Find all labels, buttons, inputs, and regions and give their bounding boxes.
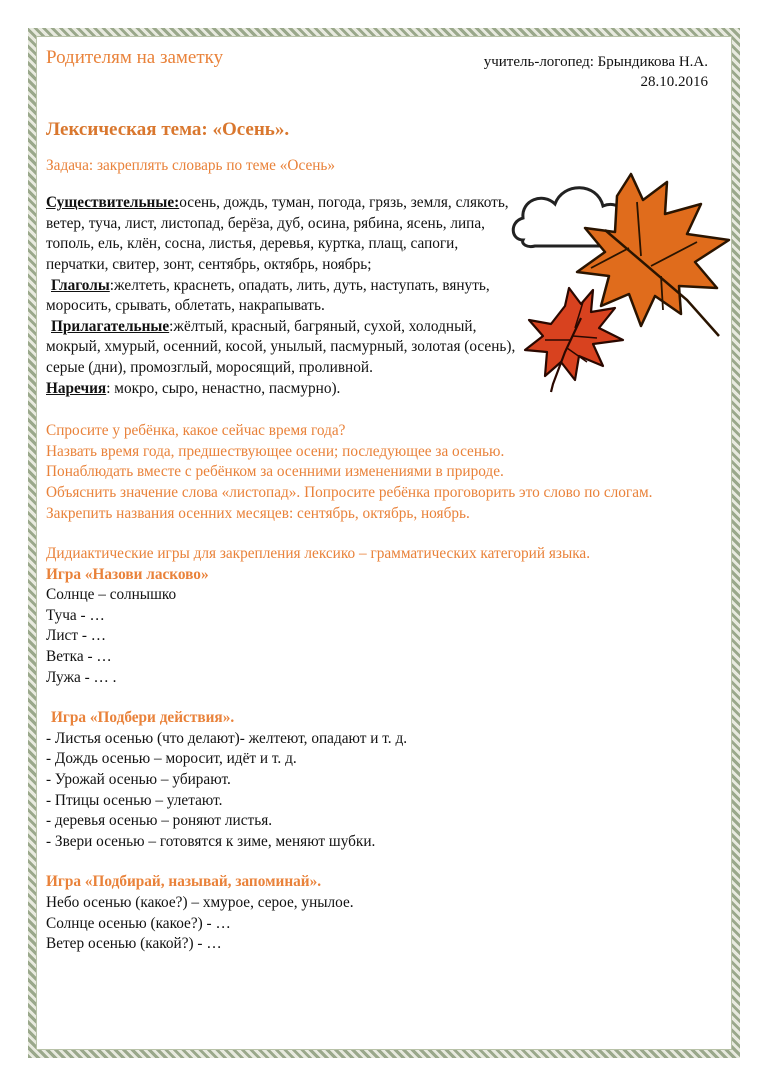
tip-line: Понаблюдать вместе с ребёнком за осенними изменениями в природе. bbox=[46, 463, 504, 481]
game-3-line: Солнце осенью (какое?) - … bbox=[46, 914, 231, 932]
game-1-line: Лужа - … . bbox=[46, 668, 117, 686]
game-2-line: - деревья осенью – роняют листья. bbox=[46, 812, 273, 830]
header-title: Родителям на заметку bbox=[46, 47, 224, 68]
game-2-line: - Звери осенью – готовятся к зиме, меняют шубки. bbox=[46, 832, 376, 850]
game-1-line: Туча - … bbox=[46, 606, 105, 624]
game-3 bbox=[46, 872, 716, 954]
game-1-title: Игра «Назови ласково» bbox=[46, 565, 209, 583]
adverbs-label: Наречия bbox=[46, 379, 107, 397]
nouns-paragraph bbox=[46, 193, 516, 275]
tip-line: Спросите у ребёнка, какое сейчас время года? bbox=[46, 422, 346, 440]
tip-line: Объяснить значение слова «листопад». Попросите ребёнка проговорить это слово по слогам. bbox=[46, 483, 653, 501]
vocabulary-block bbox=[46, 193, 516, 399]
tip-line: Закрепить названия осенних месяцев: сентябрь, октябрь, ноябрь. bbox=[46, 504, 470, 522]
header-author bbox=[484, 52, 708, 92]
adjectives-paragraph bbox=[46, 317, 516, 379]
task-line: Задача: закреплять словарь по теме «Осень» bbox=[46, 156, 336, 174]
theme-title: Лексическая тема: «Осень». bbox=[46, 119, 290, 140]
game-3-title: Игра «Подбирай, называй, запоминай». bbox=[46, 873, 322, 891]
verbs-paragraph bbox=[46, 276, 516, 317]
verbs-text: :желтеть, краснеть, опадать, лить, дуть, наступать, вянуть, моросить, срывать, облетать, накрапывать. bbox=[46, 276, 490, 315]
game-2-line: - Листья осенью (что делают)- желтеют, опадают и т. д. bbox=[46, 729, 408, 747]
nouns-label: Существительные: bbox=[46, 194, 180, 212]
document-date: 28.10.2016 bbox=[640, 74, 708, 90]
adjectives-label: Прилагательные bbox=[51, 317, 170, 335]
games-intro: Дидиактические игры для закрепления лексико – грамматических категорий языка. bbox=[46, 545, 591, 563]
game-1-line: Ветка - … bbox=[46, 648, 112, 666]
game-2-line: - Урожай осенью – убирают. bbox=[46, 771, 231, 789]
nouns-text: осень, дождь, туман, погода, грязь, земля, слякоть, ветер, туча, лист, листопад, берёза, дуб, осина, рябина, ясень, липа, тополь, ель, клён, сосна, листья, деревья, куртка, плащ, сапоги, перчатки, свитер, зонт, сентябрь, октябрь, ноябрь; bbox=[46, 194, 509, 273]
game-2 bbox=[46, 708, 716, 852]
game-2-title: Игра «Подбери действия». bbox=[51, 709, 235, 727]
game-1-line: Солнце – солнышко bbox=[46, 586, 177, 604]
adjectives-text: :жёлтый, красный, багряный, сухой, холодный, мокрый, хмурый, осенний, косой, унылый, пасмурный, золотая (осень), серые (дни), промозглый, моросящий, проливной. bbox=[46, 317, 516, 376]
game-2-line: - Дождь осенью – моросит, идёт и т. д. bbox=[46, 750, 297, 768]
page-content bbox=[46, 46, 716, 955]
teacher-name: учитель-логопед: Брындикова Н.А. bbox=[483, 54, 708, 70]
game-2-line: - Птицы осенью – улетают. bbox=[46, 791, 223, 809]
header bbox=[46, 46, 716, 88]
game-1-line: Лист - … bbox=[46, 627, 107, 645]
parent-tips bbox=[46, 421, 716, 524]
verbs-label: Глаголы bbox=[51, 276, 110, 294]
adverbs-text: : мокро, сыро, ненастно, пасмурно). bbox=[106, 379, 341, 397]
adverbs-paragraph bbox=[46, 379, 516, 400]
game-1 bbox=[46, 565, 716, 689]
game-3-line: Небо осенью (какое?) – хмурое, серое, унылое. bbox=[46, 894, 354, 911]
game-3-line: Ветер осенью (какой?) - … bbox=[46, 935, 222, 953]
tip-line: Назвать время года, предшествующее осени; последующее за осенью. bbox=[46, 442, 505, 460]
